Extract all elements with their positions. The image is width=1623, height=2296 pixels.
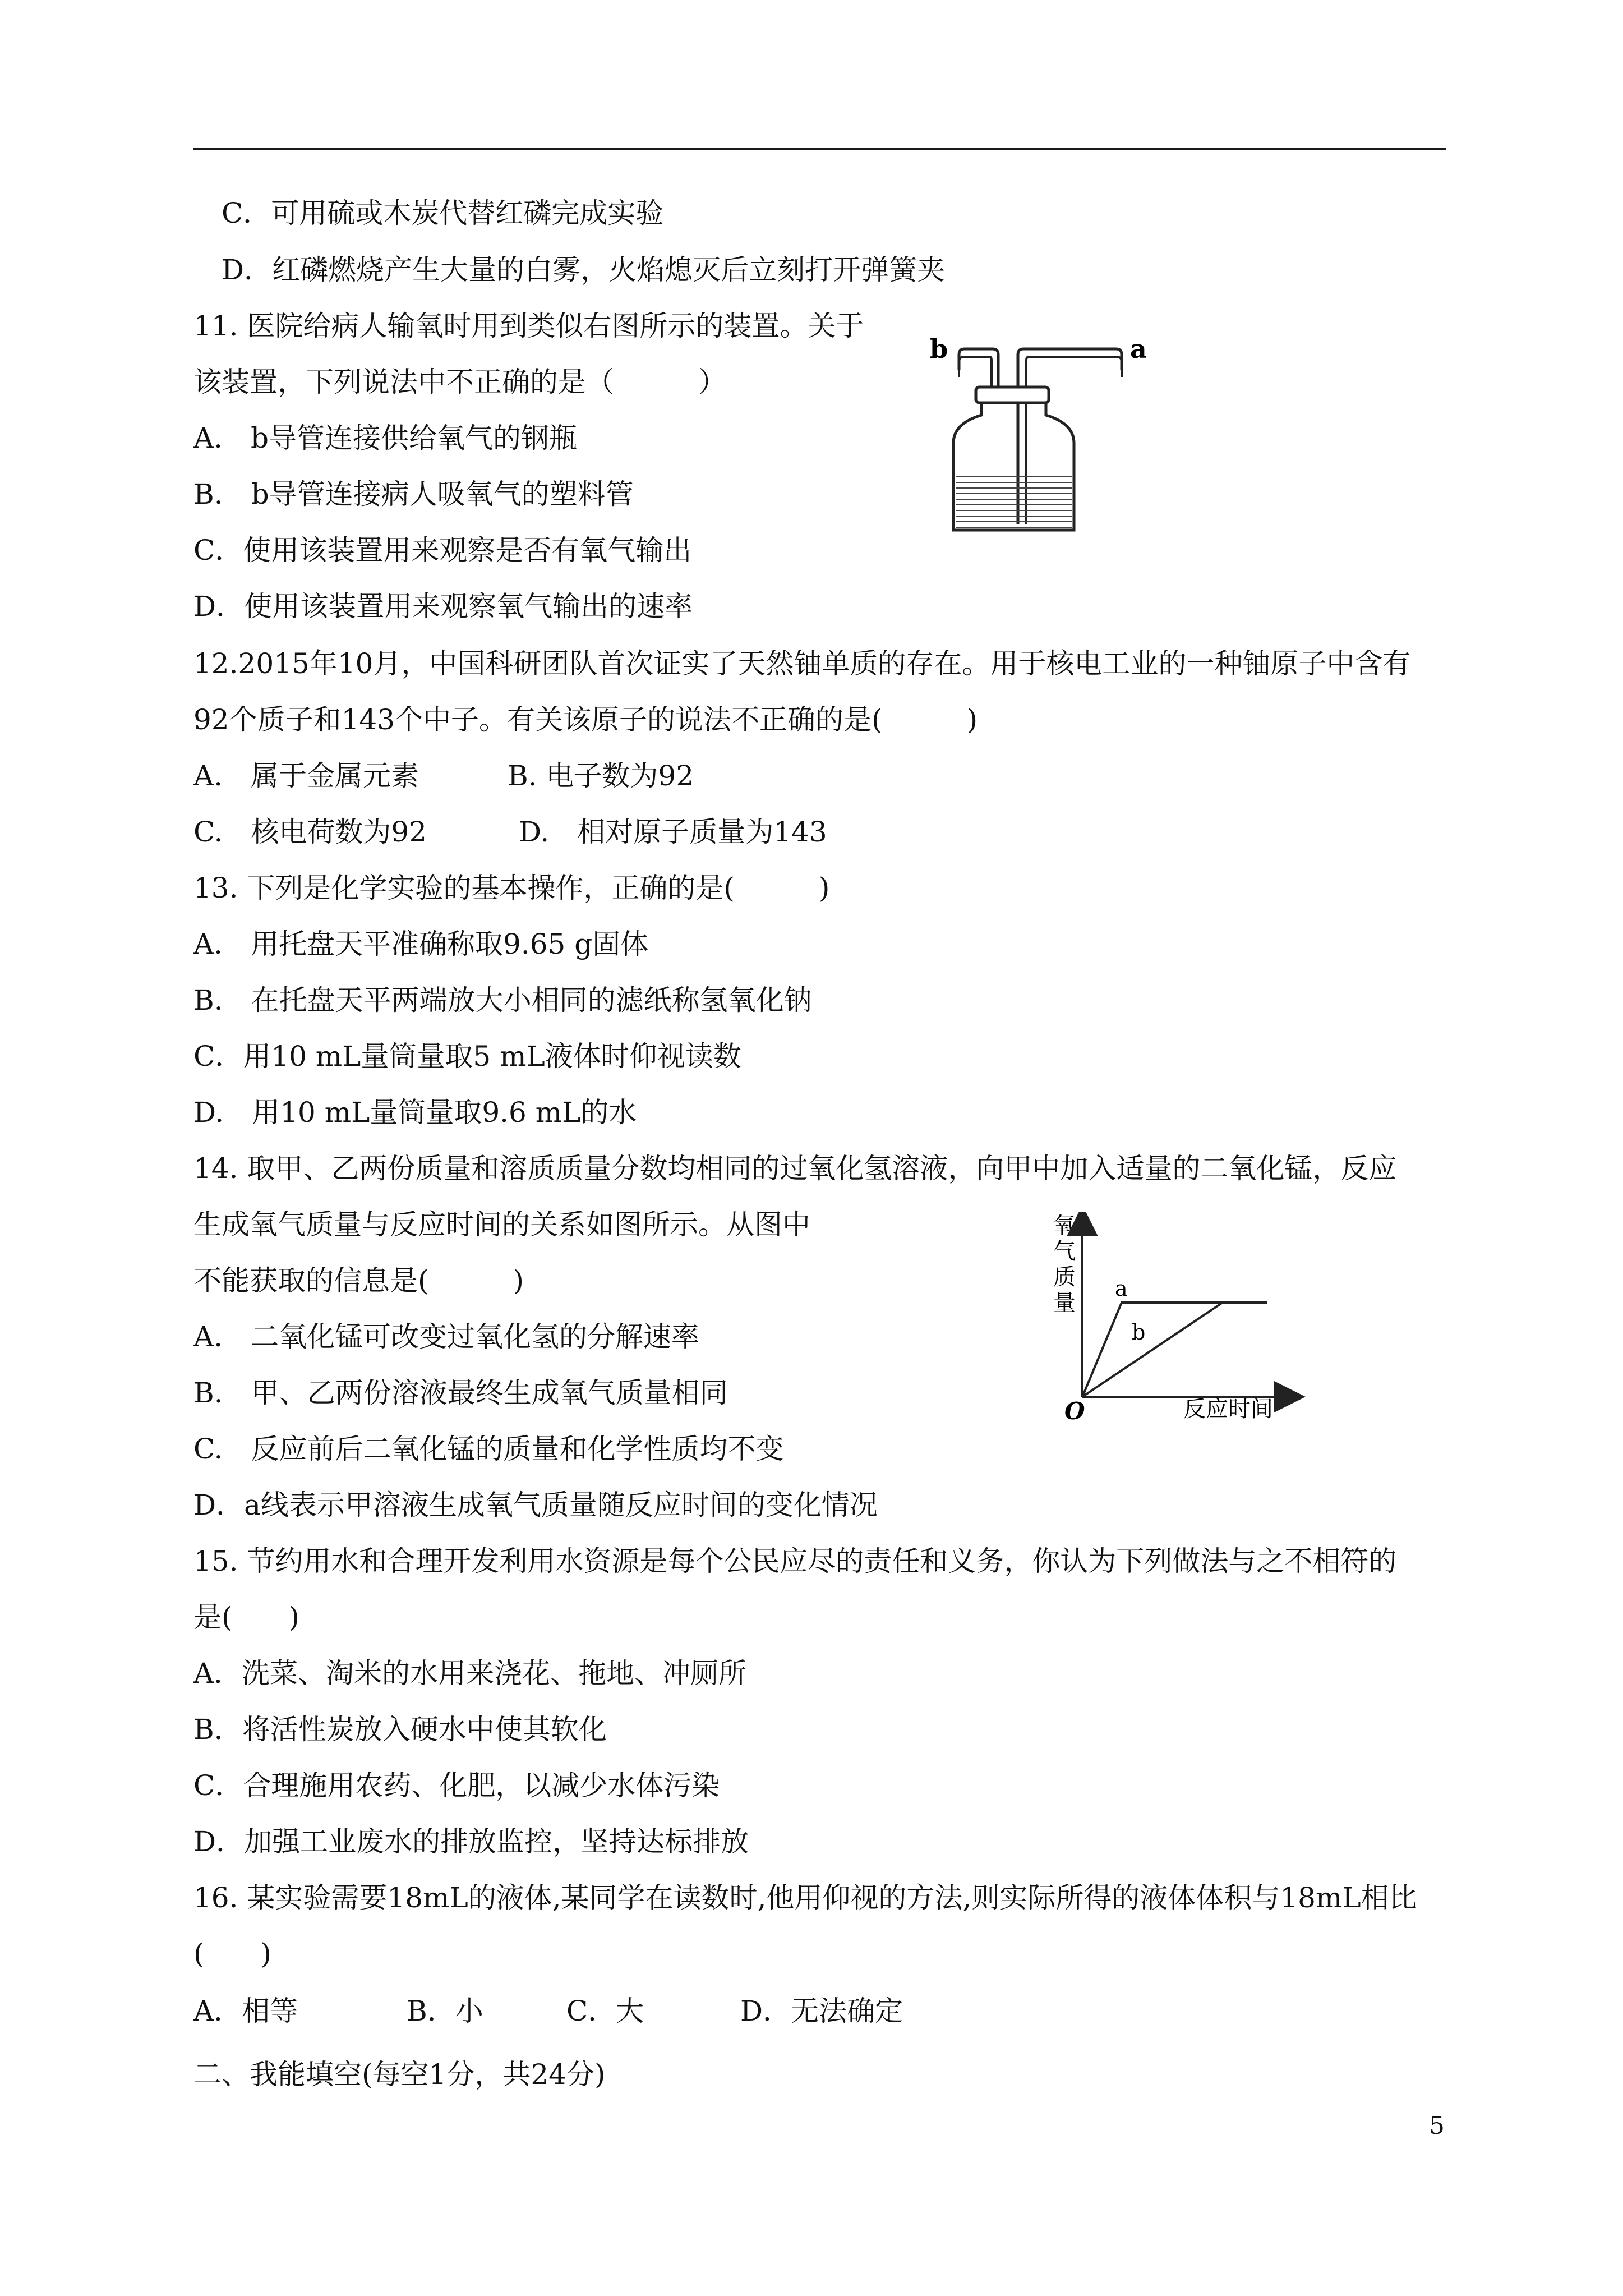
q11-option-d: D．使用该装置用来观察氧气输出的速率 <box>193 590 693 623</box>
x-axis-label: 反应时间 <box>1183 1396 1273 1422</box>
q15-option-c: C．合理施用农药、化肥，以减少水体污染 <box>193 1769 720 1802</box>
y-axis-label-char-1: 氧 <box>1053 1213 1076 1239</box>
q15-option-b: B．将活性炭放入硬水中使其软化 <box>193 1713 607 1746</box>
q11-stem-line2: 该装置，下列说法中不正确的是（ ） <box>193 366 726 398</box>
origin-label: O <box>1064 1397 1085 1425</box>
q14-option-d: D．a线表示甲溶液生成氧气质量随反应时间的变化情况 <box>193 1489 878 1521</box>
q16-option-a: A．相等 <box>193 1995 298 2027</box>
tube-a <box>1018 349 1122 524</box>
q13-option-a: A. 用托盘天平准确称取9.65 g固体 <box>193 928 649 960</box>
oxygen-mass-graph <box>1043 1212 1312 1425</box>
q10-option-c: C．可用硫或木炭代替红磷完成实验 <box>222 197 664 229</box>
q13-stem: 13. 下列是化学实验的基本操作，正确的是( ) <box>193 872 830 904</box>
q16-option-b: B．小 <box>407 1995 483 2027</box>
line-b <box>1082 1303 1223 1397</box>
q14-stem-line1: 14. 取甲、乙两份质量和溶质质量分数均相同的过氧化氢溶液，向甲中加入适量的二氧化锰，反应 <box>193 1152 1397 1185</box>
y-axis-label-char-4: 量 <box>1053 1290 1076 1316</box>
q14-option-a: A. 二氧化锰可改变过氧化氢的分解速率 <box>193 1320 700 1353</box>
q11-option-b: B. b导管连接病人吸氧气的塑料管 <box>193 478 634 510</box>
q11-option-c: C．使用该装置用来观察是否有氧气输出 <box>193 534 692 567</box>
q14-option-c: C. 反应前后二氧化锰的质量和化学性质均不变 <box>193 1433 784 1465</box>
q15-stem-line1: 15. 节约用水和合理开发利用水资源是每个公民应尽的责任和义务，你认为下列做法与之不相符的 <box>193 1545 1397 1577</box>
q12-option-d: D. 相对原子质量为143 <box>519 816 827 848</box>
q11-stem-line1: 11. 医院给病人输氧时用到类似右图所示的装置。关于 <box>193 310 864 342</box>
header-rule <box>193 148 1446 150</box>
q16-option-d: D．无法确定 <box>740 1995 903 2027</box>
y-axis-label-char-2: 气 <box>1053 1239 1076 1264</box>
line-a <box>1082 1303 1267 1397</box>
q12-option-b: B. 电子数为92 <box>508 760 694 792</box>
tube-b-inner <box>959 357 992 388</box>
stopper <box>976 387 1049 403</box>
line-b-label: b <box>1132 1320 1146 1345</box>
liquid <box>956 477 1072 527</box>
y-axis-label-char-3: 质 <box>1053 1264 1076 1290</box>
q16-option-c: C．大 <box>566 1995 644 2027</box>
tube-a-label: a <box>1130 334 1147 364</box>
q14-stem-line3: 不能获取的信息是( ) <box>193 1264 524 1297</box>
q13-option-b: B. 在托盘天平两端放大小相同的滤纸称氢氧化钠 <box>193 984 812 1016</box>
gas-wash-bottle-figure <box>920 325 1155 539</box>
q14-stem-line2: 生成氧气质量与反应时间的关系如图所示。从图中 <box>193 1208 810 1241</box>
q14-option-b: B. 甲、乙两份溶液最终生成氧气质量相同 <box>193 1377 728 1409</box>
q15-option-d: D．加强工业废水的排放监控，坚持达标排放 <box>193 1825 749 1858</box>
line-a-label: a <box>1115 1276 1128 1301</box>
q10-option-d: D．红磷燃烧产生大量的白雾，火焰熄灭后立刻打开弹簧夹 <box>222 254 946 286</box>
q12-option-a: A. 属于金属元素 <box>193 760 419 792</box>
page-number: 5 <box>1429 2111 1445 2140</box>
q11-option-a: A. b导管连接供给氧气的钢瓶 <box>193 422 578 454</box>
q16-stem-line1: 16. 某实验需要18mL的液体,某同学在读数时,他用仰视的方法,则实际所得的液体体积与18mL相比 <box>193 1881 1417 1914</box>
tube-b-label: b <box>930 334 948 364</box>
q12-stem-line2: 92个质子和143个中子。有关该原子的说法不正确的是( ) <box>193 703 978 736</box>
q12-stem-line1: 12.2015年10月，中国科研团队首次证实了天然铀单质的存在。用于核电工业的一种铀原子中含有 <box>193 647 1411 680</box>
section2-heading: 二、我能填空(每空1分，共24分) <box>193 2058 606 2091</box>
q16-stem-line2: ( ) <box>193 1938 272 1970</box>
q13-option-d: D. 用10 mL量筒量取9.6 mL的水 <box>193 1096 637 1129</box>
q15-option-a: A．洗菜、淘米的水用来浇花、拖地、冲厕所 <box>193 1657 747 1690</box>
q12-option-c: C. 核电荷数为92 <box>193 816 427 848</box>
q13-option-c: C．用10 mL量筒量取5 mL液体时仰视读数 <box>193 1040 741 1073</box>
q15-stem-line2: 是( ) <box>193 1601 300 1634</box>
